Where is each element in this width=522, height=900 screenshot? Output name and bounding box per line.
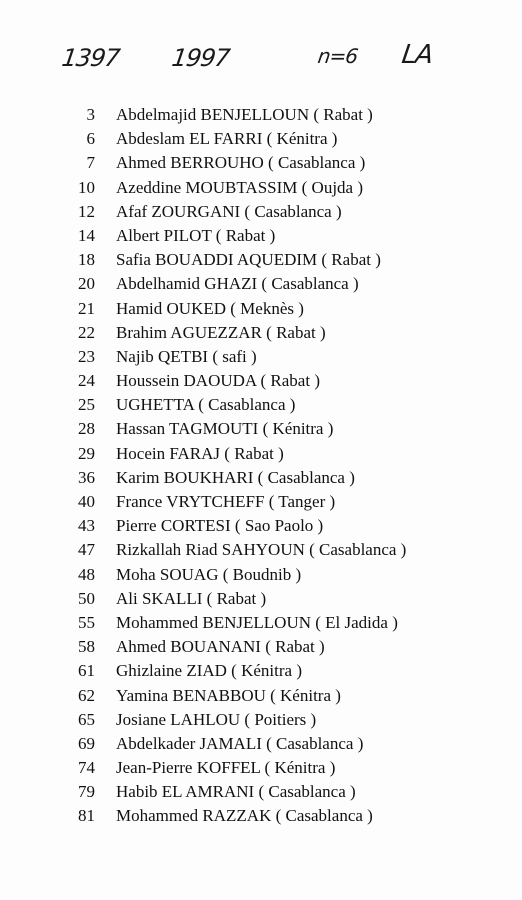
list-item xyxy=(0,200,522,224)
list-item xyxy=(0,127,522,151)
entry-name: Hocein FARAJ ( Rabat ) xyxy=(116,443,284,463)
entry-number: 21 xyxy=(78,298,95,318)
entry-number: 81 xyxy=(78,806,95,826)
entry-number: 24 xyxy=(78,371,95,391)
entry-name: Pierre CORTESI ( Sao Paolo ) xyxy=(116,516,324,536)
entry-number: 22 xyxy=(78,322,95,342)
entry-number: 10 xyxy=(78,177,95,197)
list-item xyxy=(0,804,522,828)
entry-name: Brahim AGUEZZAR ( Rabat ) xyxy=(116,322,326,342)
list-item xyxy=(0,611,522,635)
list-item xyxy=(0,151,522,175)
entry-name: Abdeslam EL FARRI ( Kénitra ) xyxy=(116,129,338,149)
entry-number: 20 xyxy=(78,274,95,294)
entry-name: Rizkallah Riad SAHYOUN ( Casablanca ) xyxy=(116,540,407,560)
list-item xyxy=(0,587,522,611)
list-item xyxy=(0,756,522,780)
list-item xyxy=(0,417,522,441)
list-item xyxy=(0,659,522,683)
list-item xyxy=(0,563,522,587)
list-item xyxy=(0,224,522,248)
entry-name: Abdelhamid GHAZI ( Casablanca ) xyxy=(116,274,359,294)
list-item xyxy=(0,466,522,490)
list-item xyxy=(0,490,522,514)
list-item xyxy=(0,780,522,804)
entry-number: 50 xyxy=(78,588,95,608)
list-item xyxy=(0,708,522,732)
entry-number: 55 xyxy=(78,612,95,632)
entry-name: Mohammed RAZZAK ( Casablanca ) xyxy=(116,806,373,826)
entry-name: Hassan TAGMOUTI ( Kénitra ) xyxy=(116,419,334,439)
entry-number: 79 xyxy=(78,782,95,802)
list-item xyxy=(0,514,522,538)
entry-name: France VRYTCHEFF ( Tanger ) xyxy=(116,492,336,511)
entry-number: 69 xyxy=(78,733,95,753)
entry-number: 47 xyxy=(78,540,95,560)
entry-name: Moha SOUAG ( Boudnib ) xyxy=(116,564,302,584)
entry-number: 40 xyxy=(78,492,95,511)
entry-number: 36 xyxy=(78,467,95,487)
entry-name: Safia BOUADDI AQUEDIM ( Rabat ) xyxy=(116,250,381,270)
entry-number: 65 xyxy=(78,709,95,729)
handwritten-ref-3: n=6 xyxy=(316,44,359,68)
entry-number: 28 xyxy=(78,419,95,439)
list-item xyxy=(0,635,522,659)
entry-name: Afaf ZOURGANI ( Casablanca ) xyxy=(116,201,342,221)
list-item xyxy=(0,176,522,200)
entry-number: 7 xyxy=(86,153,95,173)
entry-name: Albert PILOT ( Rabat ) xyxy=(116,225,276,245)
entry-number: 23 xyxy=(78,346,95,366)
list-item xyxy=(0,393,522,417)
entry-name: Mohammed BENJELLOUN ( El Jadida ) xyxy=(116,612,398,632)
entry-number: 18 xyxy=(78,250,95,270)
list-item xyxy=(0,345,522,369)
list-item xyxy=(0,103,522,127)
list-item xyxy=(0,297,522,321)
entry-number: 58 xyxy=(78,637,95,657)
entry-name: Azeddine MOUBTASSIM ( Oujda ) xyxy=(116,177,363,197)
entry-name: Houssein DAOUDA ( Rabat ) xyxy=(116,371,320,391)
list-item xyxy=(0,272,522,296)
handwritten-ref-4: LA xyxy=(399,40,435,70)
handwritten-ref-1: 1397 xyxy=(60,44,122,72)
entry-name: Najib QETBI ( safi ) xyxy=(116,346,257,366)
entry-number: 12 xyxy=(78,201,95,221)
handwritten-ref-2: 1997 xyxy=(170,44,232,72)
entry-name: Ahmed BERROUHO ( Casablanca ) xyxy=(116,153,366,173)
entry-number: 3 xyxy=(86,105,95,124)
list-item xyxy=(0,321,522,345)
entry-name: Ghizlaine ZIAD ( Kénitra ) xyxy=(116,661,302,681)
entry-number: 6 xyxy=(86,129,95,149)
entry-number: 25 xyxy=(78,395,95,415)
list-item xyxy=(0,538,522,562)
entry-name: Habib EL AMRANI ( Casablanca ) xyxy=(116,782,356,802)
entry-number: 43 xyxy=(78,516,95,536)
entry-number: 29 xyxy=(78,443,95,463)
list-item xyxy=(0,248,522,272)
entry-name: Josiane LAHLOU ( Poitiers ) xyxy=(116,709,317,729)
list-item xyxy=(0,369,522,393)
entry-number: 48 xyxy=(78,564,95,584)
entry-name: Abdelmajid BENJELLOUN ( Rabat ) xyxy=(116,105,373,124)
entry-name: UGHETTA ( Casablanca ) xyxy=(116,395,296,415)
entry-name: Yamina BENABBOU ( Kénitra ) xyxy=(116,685,341,705)
entry-number: 74 xyxy=(78,758,95,778)
list-item xyxy=(0,442,522,466)
entry-number: 14 xyxy=(78,225,95,245)
entry-name: Hamid OUKED ( Meknès ) xyxy=(116,298,304,318)
list-item xyxy=(0,684,522,708)
entry-number: 61 xyxy=(78,661,95,681)
entry-name: Karim BOUKHARI ( Casablanca ) xyxy=(116,467,355,487)
entry-name: Ali SKALLI ( Rabat ) xyxy=(116,588,267,608)
entry-number: 62 xyxy=(78,685,95,705)
entry-name: Jean-Pierre KOFFEL ( Kénitra ) xyxy=(116,758,336,778)
entry-list xyxy=(0,103,522,829)
entry-name: Abdelkader JAMALI ( Casablanca ) xyxy=(116,733,364,753)
entry-name: Ahmed BOUANANI ( Rabat ) xyxy=(116,637,325,657)
list-item xyxy=(0,732,522,756)
